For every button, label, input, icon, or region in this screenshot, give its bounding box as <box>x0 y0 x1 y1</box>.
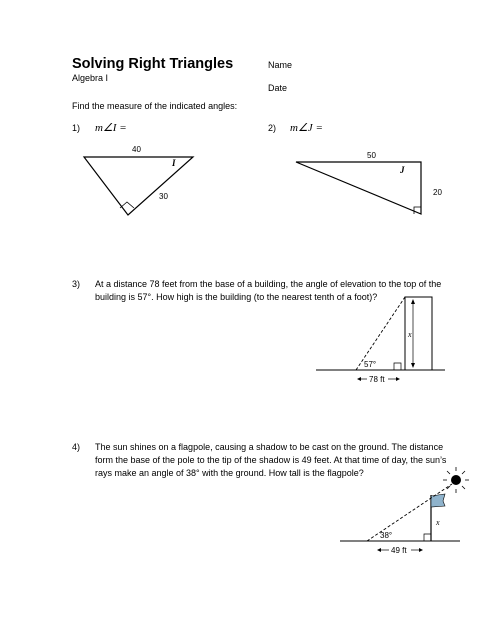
building-angle-label: 57° <box>364 360 377 369</box>
building-figure <box>316 297 445 384</box>
problem-1-label: m∠I = <box>95 122 127 134</box>
triangle-2-side-top: 50 <box>367 151 376 160</box>
problem-3-text: At a distance 78 feet from the base of a building, the angle of elevation to the top of the building is 57°. How high is the building (to the nearest tenth of a foot)? <box>95 279 442 302</box>
triangle-1-side-top: 40 <box>132 145 141 154</box>
flag-icon <box>431 494 445 507</box>
flagpole-figure <box>340 467 469 555</box>
triangle-2-vertex-label: J <box>400 165 405 175</box>
course-subtitle: Algebra I <box>72 73 109 83</box>
building-height-label: x <box>408 330 412 339</box>
name-label: Name <box>268 60 293 70</box>
problem-2-number: 2) <box>268 123 277 133</box>
flagpole-height-label: x <box>436 518 440 527</box>
date-label: Date <box>268 83 288 93</box>
problem-2-label: m∠J = <box>290 122 323 134</box>
page-title: Solving Right Triangles <box>72 56 234 72</box>
problem-3-number: 3) <box>72 279 81 289</box>
problem-4-text: The sun shines on a flagpole, causing a shadow to be cast on the ground. The distance form the base of the pole to the tip of the shadow is 49 feet. At that time of day, the sun’s rays make an angle of 38° with the ground. How tall is the flagpole? <box>95 442 447 478</box>
flagpole-angle-label: 38° <box>380 531 393 540</box>
triangle-1-side-bottom: 30 <box>159 192 168 201</box>
flagpole-distance-label: 49 ft <box>391 546 407 555</box>
building-distance-label: 78 ft <box>369 375 385 384</box>
triangle-2-side-right: 20 <box>433 188 442 197</box>
triangle-1-vertex-label: I <box>172 158 176 168</box>
triangle-1 <box>84 145 193 215</box>
problem-4-number: 4) <box>72 442 81 452</box>
instructions: Find the measure of the indicated angles: <box>72 101 238 111</box>
triangle-2 <box>296 151 442 214</box>
problem-1-number: 1) <box>72 123 81 133</box>
